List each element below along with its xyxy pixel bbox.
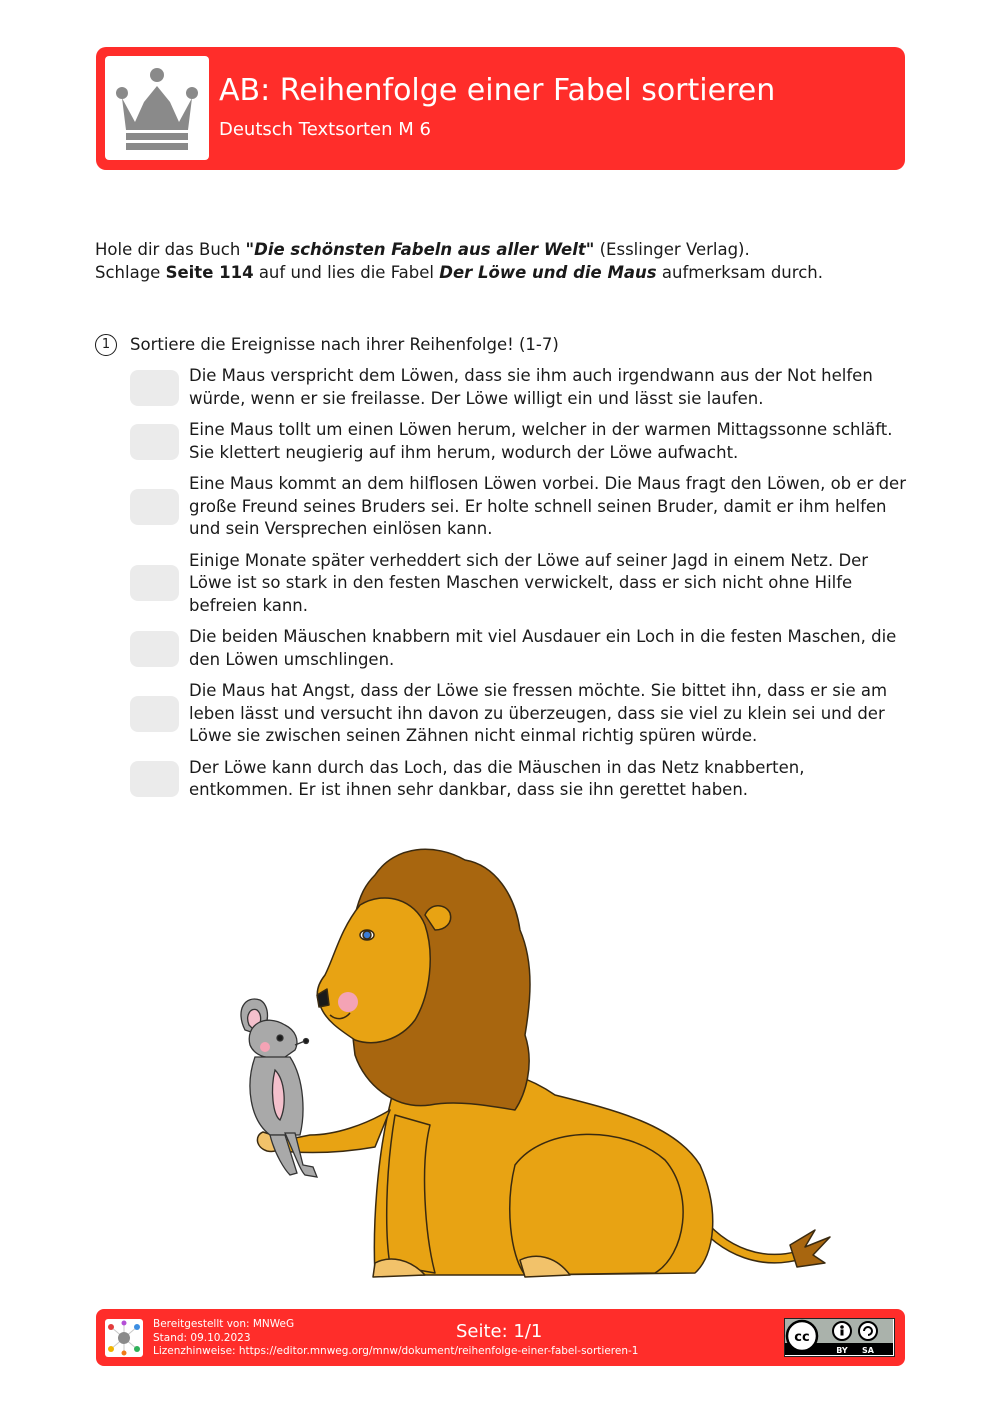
page-number: Seite: 1/1 [456, 1321, 543, 1342]
license-link[interactable]: Lizenzhinweise: https://editor.mnweg.org/mnw/dokument/reihenfolge-einer-fabel-sortieren-1 [153, 1345, 639, 1357]
event-text: Die Maus verspricht dem Löwen, dass sie ihm auch irgendwann aus der Not helfen würde, wenn er sie freilasse. Der Löwe willigt ein und lässt sie laufen. [189, 366, 873, 408]
intro-line-1 [95, 238, 915, 261]
footer-info [153, 1318, 638, 1359]
order-answer-box[interactable] [130, 696, 179, 732]
cc-badge-graphic [785, 1319, 893, 1355]
event-text: Die Maus hat Angst, dass der Löwe sie fressen möchte. Sie bittet ihn, dass er sie am leben lässt und versucht ihn davon zu überzeugen, dass sie viel zu klein sei und der Löwe sie zwischen seinen Zähnen nicht einmal richtig spüren würde. [189, 681, 888, 745]
svg-text:cc: cc [794, 1330, 810, 1345]
page-reference: Seite 114 [165, 263, 254, 282]
intro-text-segment: Schlage [95, 263, 166, 282]
event-item [130, 757, 910, 802]
order-answer-box[interactable] [130, 565, 179, 601]
fable-title: Der Löwe und die Maus [439, 263, 657, 282]
order-answer-box[interactable] [130, 489, 179, 525]
event-item [130, 626, 910, 671]
date-stamp: Stand: 09.10.2023 [153, 1331, 251, 1344]
event-text: Eine Maus tollt um einen Löwen herum, welcher in der warmen Mittagssonne schläft. Sie klettert neugierig auf ihm herum, wodurch der Löwe aufwacht. [189, 420, 893, 462]
intro-text-segment: auf und lies die Fabel [253, 263, 440, 282]
task-number: 1 [95, 334, 117, 356]
task-instruction: Sortiere die Ereignisse nach ihrer Reihenfolge! (1-7) [130, 335, 559, 354]
provided-by: Bereitgestellt von: MNWeG [153, 1318, 295, 1330]
event-item [130, 419, 910, 464]
crown-icon [113, 64, 201, 152]
footer-banner [96, 1309, 905, 1366]
logo [105, 56, 209, 160]
lion-and-mouse-illustration [225, 835, 845, 1285]
event-text: Die beiden Mäuschen knabbern mit viel Ausdauer ein Loch in die festen Maschen, die den Löwen umschlingen. [189, 627, 897, 669]
cc-by-label: BY [836, 1346, 848, 1355]
event-text: Der Löwe kann durch das Loch, das die Mäuschen in das Netz knabberten, entkommen. Er ist ihnen sehr dankbar, dass sie ihn gerettet haben. [189, 757, 805, 799]
intro-text-segment: aufmerksam durch. [656, 263, 823, 282]
page-subtitle: Deutsch Textsorten M 6 [219, 119, 431, 140]
event-item [130, 680, 910, 748]
intro-line-2 [95, 261, 915, 284]
page-title: AB: Reihenfolge einer Fabel sortieren [219, 73, 776, 108]
event-item [130, 365, 910, 410]
event-item [130, 550, 910, 618]
event-text: Eine Maus kommt an dem hilflosen Löwen vorbei. Die Maus fragt den Löwen, ob er der große Freund seines Bruders sei. Er holte schnell seinen Bruder, damit er ihm helfen und sein Versprechen einlösen kann. [189, 474, 906, 538]
cc-by-sa-license-icon[interactable] [784, 1318, 895, 1357]
mnweg-logo [105, 1319, 143, 1357]
order-answer-box[interactable] [130, 370, 179, 406]
mnweg-network-icon [105, 1319, 143, 1357]
header-banner [96, 47, 905, 170]
event-text: Einige Monate später verheddert sich der Löwe auf seiner Jagd in einem Netz. Der Löwe ist so stark in den festen Maschen verwickelt, dass er sich nicht ohne Hilfe befreien kann. [189, 550, 869, 615]
book-title: "Die schönsten Fabeln aus aller Welt" [245, 240, 595, 259]
event-list [130, 365, 910, 811]
intro-text-segment: (Esslinger Verlag). [594, 240, 750, 259]
cc-sa-label: SA [862, 1346, 874, 1355]
order-answer-box[interactable] [130, 424, 179, 460]
order-answer-box[interactable] [130, 631, 179, 667]
intro-text-segment: Hole dir das Buch [95, 240, 246, 259]
intro-text [95, 238, 915, 284]
event-item [130, 473, 910, 541]
order-answer-box[interactable] [130, 761, 179, 797]
